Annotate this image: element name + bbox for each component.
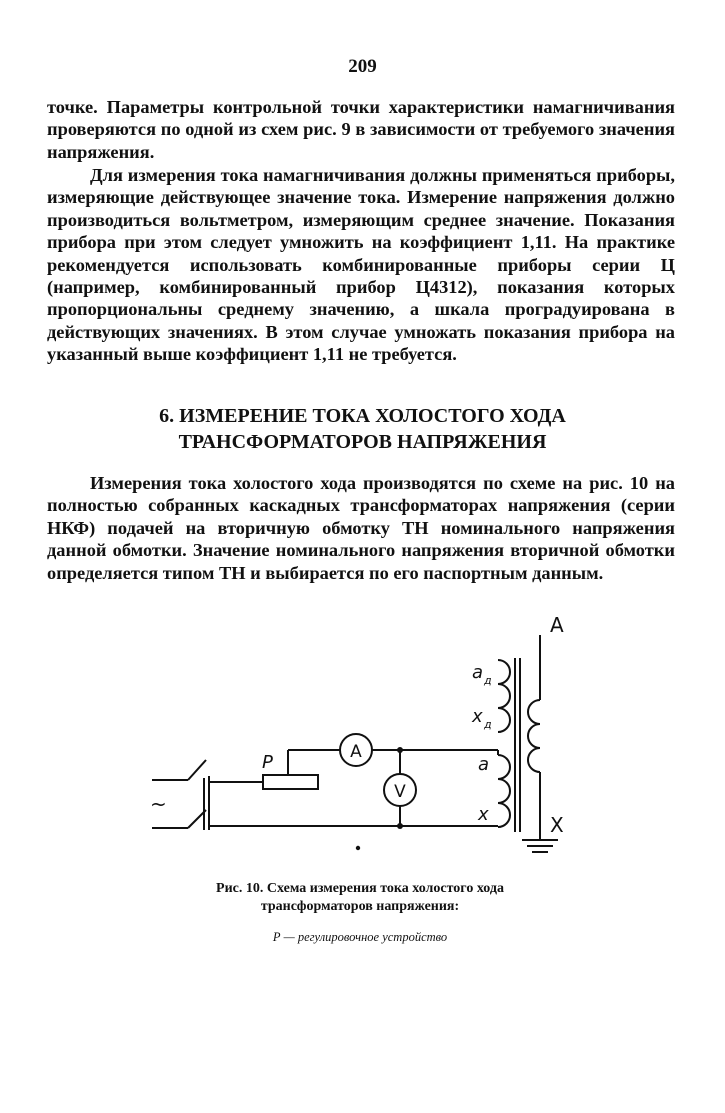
regulator-body: [263, 775, 318, 789]
terminal-X-label: X: [550, 813, 564, 837]
section-heading-line-2: ТРАНСФОРМАТОРОВ НАПРЯЖЕНИЯ: [178, 431, 547, 453]
figure-caption-line-1: Рис. 10. Схема измерения тока холостого хода: [216, 881, 504, 896]
figure-caption: [160, 880, 560, 916]
winding-a-label: a: [478, 754, 490, 775]
winding-a-x-coil: [498, 755, 510, 827]
regulator-label: P: [262, 752, 273, 773]
voltmeter-label: V: [394, 782, 406, 802]
winding-ad-subscript: д: [484, 674, 492, 687]
junction-dot-top: [397, 747, 403, 753]
paragraph-2: Для измерения тока намагничивания должны применяться приборы, измеряющие действующее значение тока. Измерение напряжения должно производиться вольтметром, измеряющим среднее значение. Показания прибора при этом следует умножить на коэффициент 1,11. На практике рекомендуется использовать комбинированные приборы серии Ц (например, комбинированный прибор Ц4312), показания которых пропорциональны среднему значению, а шкала проградуирована в действующих значениях. В этом случае умножать показания прибора на указанный выше коэффициент 1,11 не требуется.: [47, 165, 675, 365]
section-heading: [0, 403, 725, 455]
winding-ad-xd-coil: [498, 660, 510, 732]
section-heading-line-1: 6. ИЗМЕРЕНИЕ ТОКА ХОЛОСТОГО ХОДА: [159, 405, 566, 427]
figure-caption-line-2: трансформаторов напряжения:: [260, 899, 460, 914]
paragraph-3: Измерения тока холостого хода производятся по схеме на рис. 10 на полностью собранных каскадных трансформаторах напряжения (серии НКФ) подачей на вторичную обмотку ТН номинального напряжения данной обмотки. Значение номинального напряжения вторичной обмотки определяется типом ТН и выбирается по его паспортным данным.: [47, 473, 675, 583]
switch-blade-top: [188, 760, 206, 780]
ink-dot: [356, 846, 360, 850]
winding-xd-subscript: д: [484, 718, 492, 731]
winding-x-label: x: [478, 804, 489, 825]
ammeter-label: A: [350, 742, 362, 762]
circuit-diagram: [0, 600, 725, 870]
junction-dot-bottom: [397, 823, 403, 829]
winding-xd-label: x: [472, 706, 483, 727]
primary-coil: [528, 700, 540, 772]
winding-ad-label: a: [472, 662, 484, 683]
source-symbol: ~: [150, 792, 167, 816]
terminal-A-label: A: [550, 613, 564, 637]
figure-legend: Р — регулировочное устройство: [272, 930, 448, 944]
page-number: 209: [348, 56, 377, 77]
paragraph-1: точке. Параметры контрольной точки характеристики намагничивания проверяются по одной из схем рис. 9 в зависимости от требуемого значения напряжения.: [47, 97, 675, 162]
